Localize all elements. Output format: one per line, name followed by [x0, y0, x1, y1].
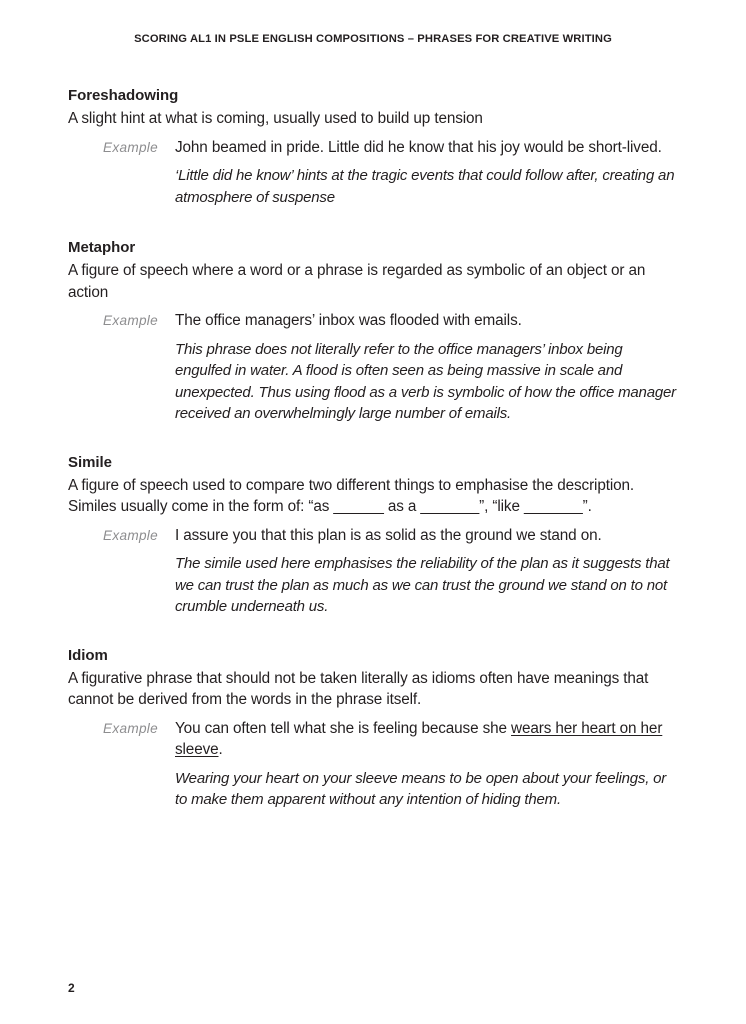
section-description-foreshadowing: A slight hint at what is coming, usually used to build up tension — [68, 110, 483, 127]
section-description-simile: A figure of speech used to compare two different things to emphasise the description. Similes usually come in the form of: “as ______ as a _______”, “like _______”. — [68, 476, 635, 515]
example-sentence-foreshadowing: John beamed in pride. Little did he know that his joy would be short-lived. — [175, 138, 662, 156]
example-sentence-idiom — [175, 718, 678, 761]
example-label: Example — [103, 313, 158, 328]
example-label: Example — [103, 139, 158, 155]
section-title-simile: Simile — [68, 453, 112, 471]
example-block-idiom — [68, 718, 678, 811]
section-title-foreshadowing: Foreshadowing — [68, 87, 179, 104]
section-title-idiom: Idiom — [68, 646, 108, 664]
idiom-phrase-underlined: wears her heart on her sleeve — [175, 719, 663, 758]
example-body — [175, 525, 678, 618]
example-body — [175, 310, 678, 425]
content-column — [68, 86, 678, 835]
section-title-metaphor: Metaphor — [68, 239, 136, 256]
example-sentence-metaphor: The office managers’ inbox was flooded with emails. — [175, 312, 522, 329]
page-number: 2 — [68, 981, 75, 995]
example-body — [175, 718, 678, 811]
example-sentence-simile: I assure you that this plan is as solid as the ground we stand on. — [175, 526, 602, 544]
example-sentence-suffix: . — [218, 741, 223, 758]
running-header: SCORING AL1 IN PSLE ENGLISH COMPOSITIONS – PHRASES FOR CREATIVE WRITING — [134, 33, 612, 45]
example-block-simile — [68, 525, 678, 618]
example-explanation-metaphor: This phrase does not literally refer to the office managers’ inbox being engulfed in water. A flood is often seen as being massive in scale and unexpected. Thus using flood as a verb is symbolic of how the office manager received an overwhelmingly large number of emails. — [175, 340, 676, 422]
example-body — [175, 137, 678, 209]
example-explanation-foreshadowing: ‘Little did he know’ hints at the tragic events that could follow after, creating an atmosphere of suspense — [175, 167, 675, 206]
example-sentence-prefix: You can often tell what she is feeling because she — [175, 719, 512, 737]
section-idiom — [68, 646, 678, 811]
example-block-foreshadowing — [68, 137, 678, 209]
section-foreshadowing — [68, 86, 678, 208]
example-explanation-simile: The simile used here emphasises the reliability of the plan as it suggests that we can trust the plan as much as we can trust the ground we stand on to not crumble underneath us. — [175, 555, 670, 615]
example-label: Example — [103, 527, 158, 543]
example-block-metaphor — [68, 310, 678, 425]
example-explanation-idiom: Wearing your heart on your sleeve means to be open about your feelings, or to make them apparent without any intention of hiding them. — [175, 769, 667, 808]
section-description-idiom: A figurative phrase that should not be taken literally as idioms often have meanings that cannot be derived from the words in the phrase itself. — [68, 669, 649, 708]
example-label: Example — [103, 720, 158, 736]
section-metaphor — [68, 238, 678, 425]
section-simile — [68, 453, 678, 618]
section-description-metaphor: A figure of speech where a word or a phrase is regarded as symbolic of an object or an action — [68, 262, 646, 301]
